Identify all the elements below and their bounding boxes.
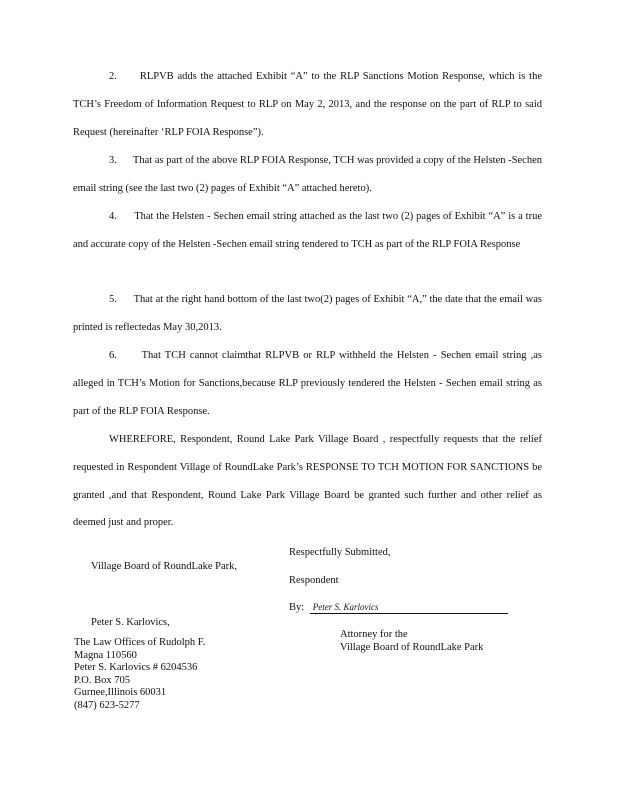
counsel-line: P.O. Box 705 [74,674,131,686]
counsel-address-block [74,637,205,713]
paragraph-text: That the Helsten - Sechen email string attached as the last two (2) pages of Exhibit “A” is a true and accurate copy of the Helsten -Sechen email string tendered to TCH as part of the RLP FOIA Response [73,211,542,250]
signature-line [310,613,508,614]
attorney-block [340,629,483,654]
paragraph-number: 5. [109,294,117,305]
paragraph-number: 3. [109,155,117,166]
paragraph-text: That TCH cannot claimthat RLPVB or RLP withheld the Helsten - Sechen email string ,as alleged in TCH’s Motion for Sanctions,because RLP previously tendered the Helsten - Sechen email string as part of the RLP FOIA Response. [73,350,543,417]
village-board-label: Village Board of RoundLake Park, [91,561,238,572]
paragraph-2 [73,63,542,146]
attorney-line-1: Attorney for the [340,629,408,640]
paragraph-3 [73,147,542,203]
signature-name: Peter S. Karlovics [312,602,379,612]
paragraph-text: That as part of the above RLP FOIA Response, TCH was provided a copy of the Helsten -Sechen email string (see the last two (2) pages of Exhibit “A” attached hereto). [73,155,542,194]
counsel-line: Peter S. Karlovics # 6204536 [74,662,198,674]
paragraph-text: RLPVB adds the attached Exhibit “A” to the RLP Sanctions Motion Response, which is the TCH’s Freedom of Information Request to RLP on May 2, 2013, and the response on the part of RLP to said Request (hereinafter ‘RLP FOIA Response”). [73,71,542,138]
paragraph-text: That at the right hand bottom of the last two(2) pages of Exhibit “A,” the date that the email was printed is reflectedas May 30,2013. [73,294,542,333]
paragraph-6 [73,342,542,425]
wherefore-clause [73,426,542,537]
counsel-line: Gurnee,Illinois 60031 [74,687,167,699]
paragraph-5 [73,286,542,342]
counsel-name: Peter S. Karlovics, [91,617,170,628]
paragraph-number: 6. [109,350,117,361]
counsel-line: (847) 623-5277 [74,699,140,711]
counsel-line: Magna 110560 [74,649,137,661]
respondent-label: Respondent [289,575,339,586]
paragraph-4 [73,203,542,259]
attorney-line-2: Village Board of RoundLake Park [340,641,484,653]
respectfully-submitted: Respectfully Submitted, [289,547,391,558]
wherefore-text: WHEREFORE, Respondent, Round Lake Park Village Board , respectfully requests that the relief requested in Respondent Village of RoundLake Park’s RESPONSE TO TCH MOTION FOR SANCTIONS be granted ,and that Respondent, Round Lake Park Village Board be granted such further and other relief as deemed just and proper. [73,434,542,529]
paragraph-number: 2. [109,71,117,82]
by-label: By: [289,602,305,613]
counsel-line: The Law Offices of Rudolph F. [74,637,206,648]
paragraph-number: 4. [109,211,117,222]
